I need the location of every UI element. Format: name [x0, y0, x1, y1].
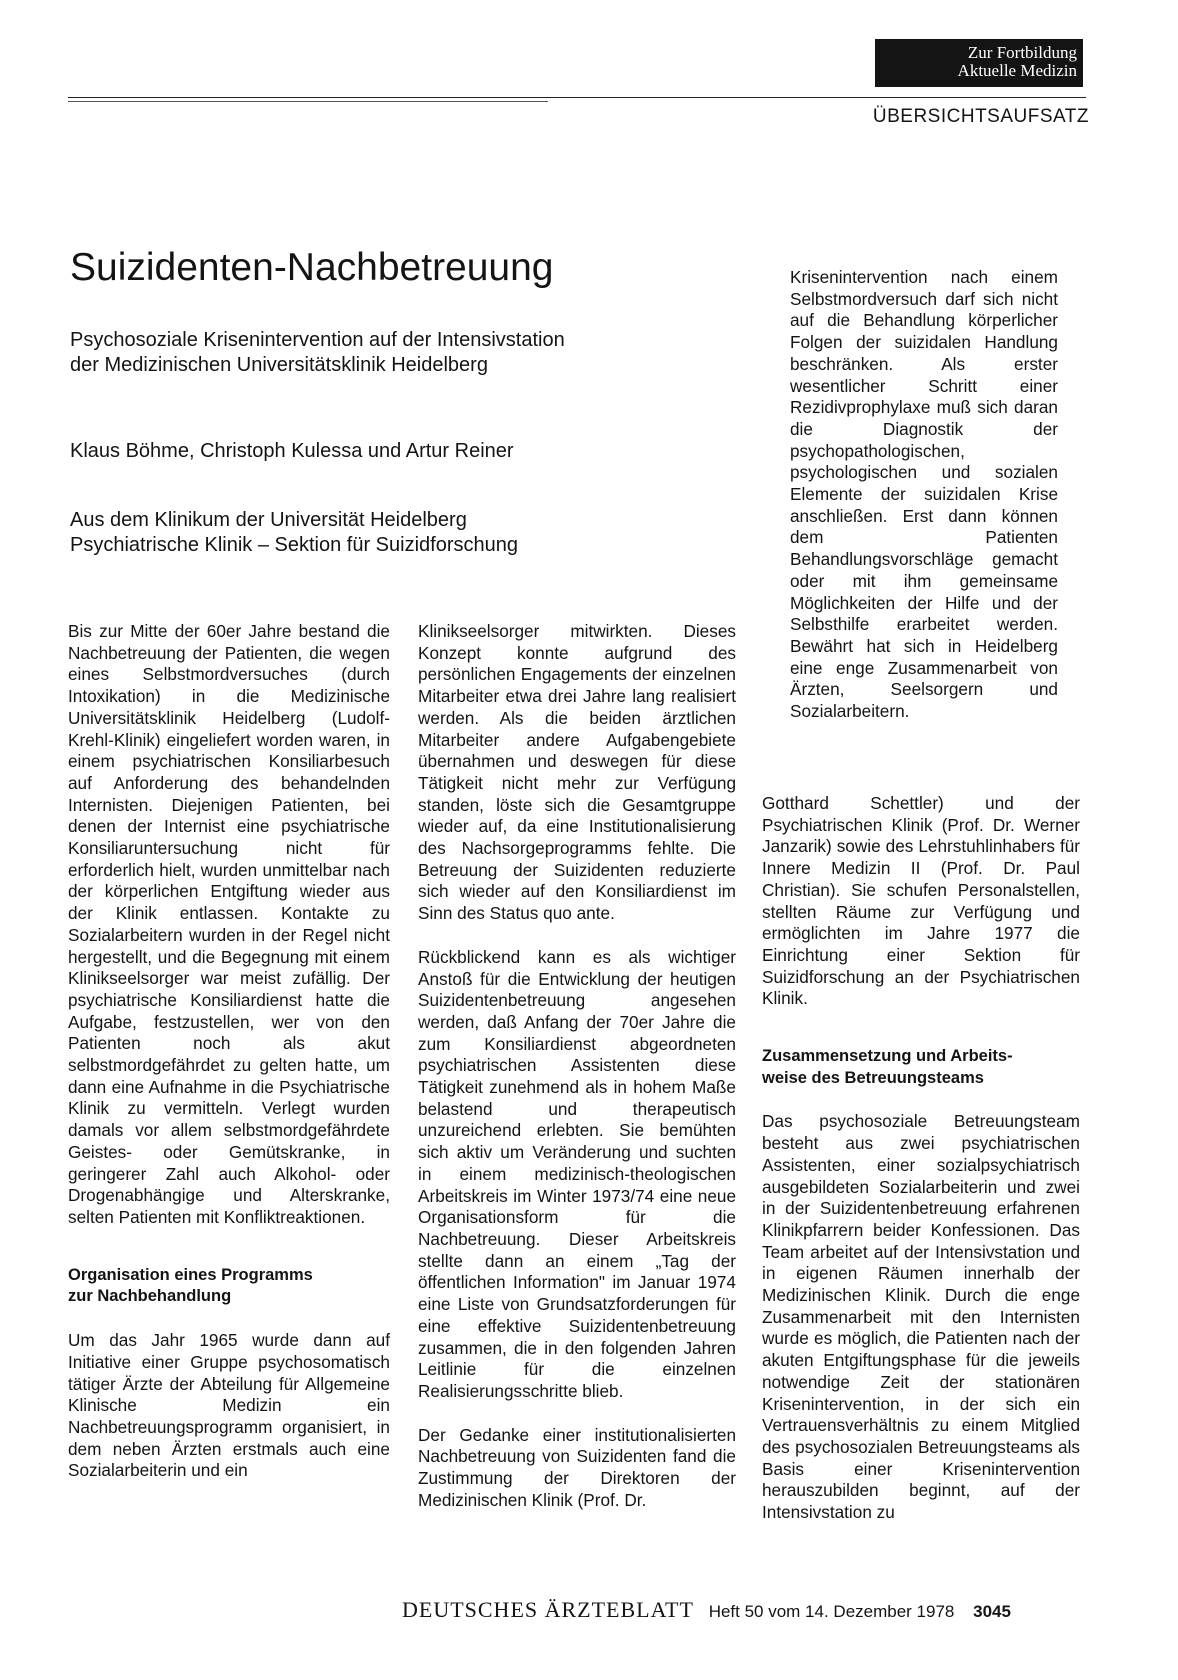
heading-line: Organisation eines Programms [68, 1265, 313, 1284]
rubric-badge [875, 39, 1083, 87]
header-rule-secondary [68, 101, 548, 102]
heading-line: zur Nachbehandlung [68, 1287, 232, 1306]
section-label: ÜBERSICHTSAUFSATZ [872, 106, 1089, 127]
section-heading-organisation [68, 1265, 390, 1308]
page-number: 3045 [973, 1602, 1011, 1621]
paragraph: Bis zur Mitte der 60er Jahre bestand die Nachbetreuung der Patienten, die wegen eines Selbstmordversuches (durch Intoxikation) in die Medizinische Universitätsklinik Heidelberg (Ludolf-Krehl-Klinik) eingeliefert worden waren, in einem psychiatrischen Konsiliarbesuch auf Anforderung des behandelnden Internisten. Diejenigen Patienten, bei denen der Internist eine psychiatrische Konsiliaruntersuchung nicht für erforderlich hielt, wurden unmittelbar nach der körperlichen Entgiftung wieder aus der Klinik entlassen. Kontakte zu Sozialarbeitern wurden in der Regel nicht hergestellt, und die Begegnung mit einem Klinikseelsorger war meist zufällig. Der psychiatrische Konsiliardienst hatte die Aufgabe, festzustellen, wer von den Patienten noch als akut selbstmordgefährdet zu gelten hatte, um dann eine Aufnahme in die Psychiatrische Klinik zu vermitteln. Verlegt wurden damals vor allem selbstmordgefährdete Geistes- oder Gemütskranke, in geringerer Zahl auch Alkohol- oder Drogenabhängige und Alterskranke, selten Patienten mit Konfliktreaktionen. [68, 621, 390, 1227]
heading-line: Zusammensetzung und Arbeits- [762, 1047, 1013, 1066]
column-3 [762, 793, 1080, 1524]
affiliation-line-1: Aus dem Klinikum der Universität Heidelberg [70, 509, 467, 531]
paragraph: Das psychosoziale Betreuungsteam besteht aus zwei psychiatrischen Assistenten, einer sozialpsychiatrisch ausgebildeten Sozialarbeiterin und zwei in der Suizidentenbetreuung erfahrenen Klinikpfarrern beider Konfessionen. Das Team arbeitet auf der Intensivstation und in eigenen Räumen innerhalb der Medizinischen Klinik. Durch die enge Zusammenarbeit mit den Internisten wurde es möglich, die Patienten nach der akuten Entgiftungsphase für die jeweils notwendige Zeit der stationären Krisenintervention, in der sich ein Vertrauensverhältnis zu einem Mitglied des psychosozialen Betreuungsteams als Basis einer Krisenintervention herauszubilden beginnt, auf der Intensivstation zu [762, 1111, 1080, 1523]
article-authors: Klaus Böhme, Christoph Kulessa und Artur Reiner [70, 440, 514, 462]
paragraph: Klinikseelsorger mitwirkten. Dieses Konzept konnte aufgrund des persönlichen Engagements der einzelnen Mitarbeiter etwa drei Jahre lang realisiert werden. Als die beiden ärztlichen Mitarbeiter andere Aufgabengebiete übernahmen und deswegen für diese Tätigkeit nicht mehr zur Verfügung standen, löste sich die Gesamtgruppe wieder auf, da eine Institutionalisierung des Nachsorgeprogramms fehlte. Die Betreuung der Suizidenten reduzierte sich wieder auf den Konsiliardienst im Sinn des Status quo ante. [418, 621, 736, 924]
article-title: Suizidenten-Nachbetreuung [70, 246, 554, 289]
page-footer [402, 1597, 1011, 1623]
rubric-line-1: Zur Fortbildung [967, 43, 1077, 62]
paragraph: Um das Jahr 1965 wurde dann auf Initiative einer Gruppe psychosomatisch tätiger Ärzte der Abteilung für Allgemeine Klinische Medizin ein Nachbetreuungsprogramm organisiert, in dem neben Ärzten erstmals auch eine Sozialarbeiterin und ein [68, 1330, 390, 1481]
paragraph: Krisenintervention nach einem Selbstmordversuch darf sich nicht auf die Behandlung körperlicher Folgen der suizidalen Handlung beschränken. Als erster wesentlicher Schritt einer Rezidivprophylaxe muß sich daran die Diagnostik der psychopathologischen, psychologischen und sozialen Elemente der suizidalen Krise anschließen. Erst dann können dem Patienten Behandlungsvorschläge gemacht oder mit ihm gemeinsame Möglichkeiten der Hilfe und der Selbsthilfe erarbeitet werden. Bewährt hat sich in Heidelberg eine enge Zusammenarbeit von Ärzten, Seelsorgern und Sozialarbeitern. [790, 267, 1058, 722]
paragraph: Rückblickend kann es als wichtiger Anstoß für die Entwicklung der heutigen Suizidentenbetreuung angesehen werden, daß Anfang der 70er Jahre die zum Konsiliardienst abgeordneten psychiatrischen Assistenten diese Tätigkeit zunehmend als in hohem Maße belastend und therapeutisch unzureichend erlebten. Sie bemühten sich aktiv um Veränderung und suchten in einem medizinisch-theologischen Arbeitskreis im Winter 1973/74 eine neue Organisationsform für die Nachbetreuung. Dieser Arbeitskreis stellte dann an einem „Tag der öffentlichen Information" im Januar 1974 eine Liste von Grundsatzforderungen für eine effektive Suizidentenbetreuung zusammen, die in den folgenden Jahren Leitlinie für die einzelnen Realisierungsschritte blieb. [418, 946, 736, 1401]
issue-info: Heft 50 vom 14. Dezember 1978 [708, 1602, 955, 1621]
rubric-line-2: Aktuelle Medizin [957, 61, 1077, 80]
subtitle-line-1: Psychosoziale Krisenintervention auf der Intensivstation [70, 329, 565, 351]
section-heading-zusammensetzung [762, 1046, 1080, 1089]
paragraph: Der Gedanke einer institutionalisierten Nachbetreuung von Suizidenten fand die Zustimmung der Direktoren der Medizinischen Klinik (Prof. Dr. [418, 1424, 736, 1510]
journal-name: DEUTSCHES ÄRZTEBLATT [402, 1597, 694, 1622]
column-1 [68, 621, 390, 1482]
column-2 [418, 621, 736, 1511]
header-rule [68, 97, 1086, 98]
article-affiliation [70, 508, 750, 558]
heading-line: weise des Betreuungsteams [762, 1068, 984, 1087]
affiliation-line-2: Psychiatrische Klinik – Sektion für Suizidforschung [70, 534, 518, 556]
subtitle-line-2: der Medizinischen Universitätsklinik Heidelberg [70, 354, 488, 376]
article-subtitle [70, 328, 750, 378]
column-3-top [790, 267, 1058, 723]
paragraph: Gotthard Schettler) und der Psychiatrischen Klinik (Prof. Dr. Werner Janzarik) sowie des Lehrstuhlinhabers für Innere Medizin II (Prof. Dr. Paul Christian). Sie schufen Personalstellen, stellten Räume zur Verfügung und ermöglichten im Jahre 1977 die Einrichtung einer Sektion für Suizidforschung an der Psychiatrischen Klinik. [762, 793, 1080, 1009]
